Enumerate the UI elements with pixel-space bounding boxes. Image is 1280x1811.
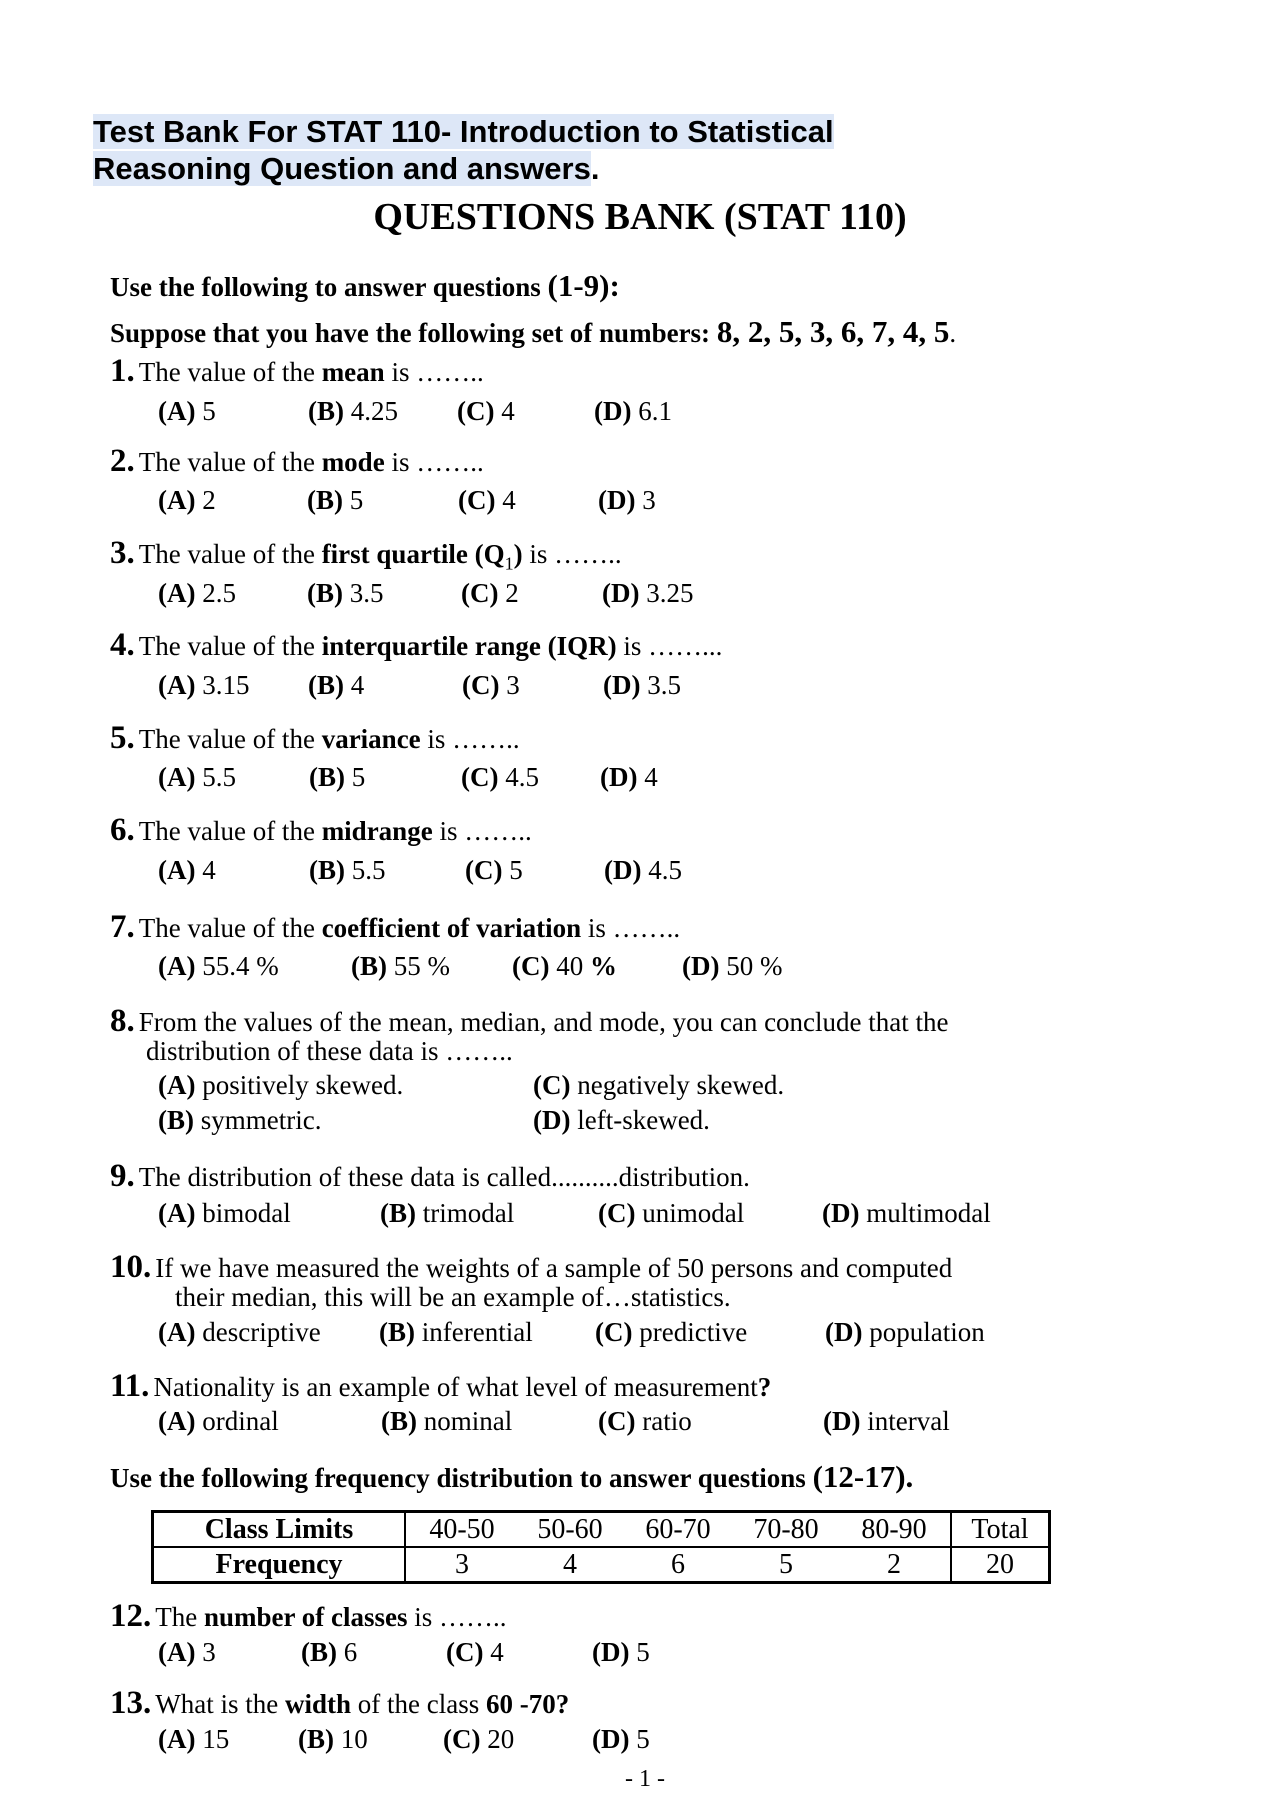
option-key: (A)	[158, 485, 196, 515]
option-value: ordinal	[195, 1406, 279, 1436]
question-number: 6.	[110, 812, 135, 848]
option-d	[604, 855, 682, 886]
option-c	[458, 485, 516, 516]
question-number: 11.	[110, 1368, 150, 1404]
option-a	[158, 762, 236, 793]
instruction-1-range: (1-9):	[547, 268, 620, 303]
option-c	[512, 951, 617, 982]
option-key: (D)	[602, 578, 640, 608]
option-value: 40	[549, 951, 590, 981]
option-key: (A)	[158, 396, 196, 426]
option-c	[598, 1406, 692, 1437]
option-key: (C)	[465, 855, 503, 885]
option-key: (C)	[595, 1317, 633, 1347]
table-cell: 5	[779, 1548, 793, 1580]
option-key: (D)	[822, 1198, 860, 1228]
option-key: (B)	[379, 1317, 415, 1347]
stem-text: Nationality is an example of what level of measurement	[153, 1372, 758, 1402]
option-key: (A)	[158, 951, 196, 981]
option-d	[598, 485, 656, 516]
stem-keyword: mode	[321, 447, 385, 477]
option-value: interval	[860, 1406, 950, 1436]
option-d	[682, 951, 782, 982]
instruction-3	[110, 1459, 913, 1495]
option-value: 5.5	[345, 855, 386, 885]
question-number: 1.	[110, 353, 135, 389]
question-10	[110, 1249, 952, 1286]
instruction-1-text: Use the following to answer questions	[110, 272, 548, 302]
option-value: 3	[195, 1637, 216, 1667]
option-a	[158, 1070, 403, 1101]
option-value: left-skewed.	[570, 1105, 710, 1135]
table-row-label: Class Limits	[153, 1512, 406, 1548]
option-value: nominal	[417, 1406, 513, 1436]
option-value: 4	[195, 855, 216, 885]
option-c	[446, 1637, 504, 1668]
option-key: (C)	[598, 1406, 636, 1436]
option-b	[158, 1105, 321, 1136]
option-value: inferential	[415, 1317, 533, 1347]
option-value: population	[862, 1317, 985, 1347]
title-line-2: Reasoning Question and answers	[93, 151, 591, 186]
option-key: (C)	[457, 396, 495, 426]
option-b	[351, 951, 450, 982]
page-number: - 1 -	[625, 1766, 665, 1792]
option-c	[461, 762, 539, 793]
table-row-label: Frequency	[153, 1547, 406, 1583]
stem-text: The value of the	[138, 913, 322, 943]
option-value: 15	[195, 1724, 230, 1754]
stem-keyword: 60 -70?	[485, 1689, 570, 1719]
option-a	[158, 396, 216, 427]
stem-text: is ……..	[420, 724, 520, 754]
option-b	[308, 396, 398, 427]
option-d	[533, 1105, 710, 1136]
option-key: (B)	[381, 1406, 417, 1436]
stem-text: The value of the	[138, 539, 322, 569]
option-a	[158, 855, 216, 886]
option-a	[158, 1724, 229, 1755]
option-b	[381, 1406, 512, 1437]
stem-keyword: midrange	[321, 816, 433, 846]
question-number: 5.	[110, 720, 135, 756]
option-c	[461, 578, 519, 609]
stem-text: From the values of the mean, median, and mode, you can conclude that the	[138, 1007, 949, 1037]
bank-title: QUESTIONS BANK (STAT 110)	[373, 196, 907, 238]
option-key: (D)	[592, 1724, 630, 1754]
option-value: 4.5	[641, 855, 682, 885]
stem-keyword: interquartile range (IQR)	[321, 631, 617, 661]
option-value: 2	[195, 485, 216, 515]
option-c	[457, 396, 515, 427]
question-number: 8.	[110, 1003, 135, 1039]
option-d	[823, 1406, 950, 1437]
option-key: (A)	[158, 670, 196, 700]
stem-text: The distribution of these data is called..........distribution.	[138, 1162, 750, 1192]
document-title	[93, 114, 834, 150]
option-value: 3	[635, 485, 656, 515]
title-line-1: Test Bank For STAT 110- Introduction to Statistical	[93, 114, 834, 149]
option-c	[595, 1317, 747, 1348]
option-value: 5	[345, 762, 366, 792]
stem-keyword: variance	[321, 724, 421, 754]
question-number: 12.	[110, 1598, 152, 1634]
option-value: 3.5	[343, 578, 384, 608]
option-key: (A)	[158, 1317, 196, 1347]
option-key: (A)	[158, 762, 196, 792]
option-key: (A)	[158, 1198, 196, 1228]
stem-text: The	[155, 1602, 204, 1632]
instruction-3-range: (12-17).	[812, 1459, 914, 1494]
stem-keyword: number of classes	[203, 1602, 408, 1632]
option-key: (D)	[594, 396, 632, 426]
option-b	[379, 1317, 533, 1348]
option-key: (B)	[307, 578, 343, 608]
option-value: negatively skewed.	[570, 1070, 785, 1100]
option-value: 2	[498, 578, 519, 608]
question-1	[110, 353, 484, 390]
option-c	[598, 1198, 744, 1229]
frequency-cells	[405, 1547, 951, 1583]
option-b	[308, 670, 364, 701]
option-a	[158, 485, 216, 516]
option-a	[158, 951, 279, 982]
stem-text: If we have measured the weights of a sample of 50 persons and computed	[155, 1253, 953, 1283]
table-total-label: Total	[951, 1512, 1050, 1548]
option-value: 4.25	[344, 396, 398, 426]
option-key: (A)	[158, 1724, 196, 1754]
option-value: 6.1	[631, 396, 672, 426]
option-key: (B)	[309, 762, 345, 792]
option-c	[533, 1070, 784, 1101]
option-value: ratio	[635, 1406, 692, 1436]
option-value: 2.5	[195, 578, 236, 608]
option-b	[309, 855, 386, 886]
stem-text: is ……..	[522, 539, 622, 569]
option-a	[158, 578, 236, 609]
option-a	[158, 1637, 216, 1668]
stem-text: What is the	[155, 1689, 285, 1719]
question-11	[110, 1368, 771, 1405]
option-b	[309, 762, 365, 793]
option-value: 3.5	[640, 670, 681, 700]
option-key: (C)	[461, 578, 499, 608]
option-c	[443, 1724, 514, 1755]
question-number: 2.	[110, 443, 135, 479]
option-key: (D)	[603, 670, 641, 700]
question-3	[110, 535, 622, 574]
option-key: (B)	[351, 951, 387, 981]
table-cell: 2	[887, 1548, 901, 1580]
instruction-2-end: .	[949, 318, 957, 348]
option-b	[380, 1198, 514, 1229]
question-number: 9.	[110, 1158, 135, 1194]
option-value: bimodal	[195, 1198, 291, 1228]
table-cell: 6	[671, 1548, 685, 1580]
table-cell: 80-90	[861, 1513, 927, 1545]
option-d	[822, 1198, 991, 1229]
option-d	[603, 670, 681, 701]
option-key: (D)	[598, 485, 636, 515]
option-percent: %	[589, 951, 617, 981]
stem-text: The value of the	[138, 447, 322, 477]
option-key: (C)	[512, 951, 550, 981]
question-12	[110, 1598, 507, 1635]
stem-text: of the class	[351, 1689, 486, 1719]
option-key: (C)	[458, 485, 496, 515]
question-4	[110, 627, 722, 664]
option-value: 4	[483, 1637, 504, 1667]
instruction-2-numbers: 8, 2, 5, 3, 6, 7, 4, 5	[716, 314, 950, 349]
frequency-table	[151, 1510, 1051, 1584]
option-key: (A)	[158, 1406, 196, 1436]
option-a	[158, 1317, 321, 1348]
stem-end: ?	[757, 1372, 772, 1402]
table-cell: 50-60	[537, 1513, 603, 1545]
option-value: 10	[334, 1724, 368, 1754]
question-8	[110, 1003, 949, 1040]
table-cell: 70-80	[753, 1513, 819, 1545]
option-d	[592, 1724, 650, 1755]
option-key: (C)	[533, 1070, 571, 1100]
option-key: (D)	[682, 951, 720, 981]
option-value: 55 %	[387, 951, 450, 981]
option-value: 3	[499, 670, 520, 700]
option-key: (C)	[461, 762, 499, 792]
stem-text: is ……...	[616, 631, 723, 661]
stem-keyword: width	[284, 1689, 351, 1719]
stem-text: is ……..	[384, 447, 484, 477]
option-key: (B)	[298, 1724, 334, 1754]
question-number: 7.	[110, 909, 135, 945]
table-cell: 40-50	[429, 1513, 495, 1545]
stem-keyword: first quartile (Q	[321, 539, 505, 569]
table-total-value: 20	[951, 1547, 1050, 1583]
option-a	[158, 1198, 291, 1229]
option-key: (C)	[443, 1724, 481, 1754]
option-a	[158, 670, 249, 701]
option-value: positively skewed.	[195, 1070, 404, 1100]
option-value: 50 %	[719, 951, 783, 981]
question-number: 3.	[110, 535, 135, 571]
option-key: (D)	[592, 1637, 630, 1667]
stem-text: The value of the	[138, 357, 322, 387]
option-key: (C)	[598, 1198, 636, 1228]
option-value: 4	[495, 485, 516, 515]
option-key: (B)	[308, 670, 344, 700]
option-value: 3.25	[639, 578, 694, 608]
option-key: (B)	[158, 1105, 194, 1135]
option-value: 20	[480, 1724, 515, 1754]
table-row	[153, 1547, 1050, 1583]
option-value: 5	[629, 1637, 650, 1667]
stem-text: is ……..	[432, 816, 532, 846]
option-key: (D)	[825, 1317, 863, 1347]
option-value: 4.5	[498, 762, 539, 792]
option-key: (B)	[309, 855, 345, 885]
option-d	[825, 1317, 985, 1348]
stem-subscript: 1	[504, 553, 514, 574]
option-b	[301, 1637, 357, 1668]
option-value: trimodal	[416, 1198, 515, 1228]
question-5	[110, 720, 520, 757]
question-9	[110, 1158, 750, 1195]
option-key: (B)	[380, 1198, 416, 1228]
question-number: 10.	[110, 1249, 152, 1285]
option-d	[592, 1637, 650, 1668]
stem-text: is ……..	[384, 357, 484, 387]
title-period: .	[590, 151, 600, 186]
option-d	[602, 578, 693, 609]
option-value: 5	[502, 855, 523, 885]
option-b	[307, 578, 384, 609]
option-value: 55.4 %	[195, 951, 279, 981]
question-6	[110, 812, 532, 849]
option-key: (A)	[158, 855, 196, 885]
option-key: (D)	[533, 1105, 571, 1135]
option-value: predictive	[632, 1317, 748, 1347]
option-value: 6	[337, 1637, 358, 1667]
instruction-2	[110, 314, 956, 350]
option-value: descriptive	[195, 1317, 321, 1347]
option-value: 4	[494, 396, 515, 426]
option-key: (C)	[462, 670, 500, 700]
option-value: 3.15	[195, 670, 250, 700]
stem-text: is ……..	[581, 913, 681, 943]
table-cell: 3	[455, 1548, 469, 1580]
question-10-line2: their median, this will be an example of…statistics.	[175, 1282, 731, 1312]
option-value: multimodal	[859, 1198, 991, 1228]
option-key: (B)	[308, 396, 344, 426]
option-value: 4	[344, 670, 365, 700]
option-value: 5	[343, 485, 364, 515]
question-number: 4.	[110, 627, 135, 663]
instruction-1	[110, 268, 620, 304]
class-limits-cells	[405, 1512, 951, 1548]
option-key: (D)	[823, 1406, 861, 1436]
question-8-line2: distribution of these data is ……..	[146, 1036, 513, 1066]
option-c	[462, 670, 520, 701]
stem-text: The value of the	[138, 724, 322, 754]
stem-keyword: )	[513, 539, 523, 569]
instruction-2-text: Suppose that you have the following set of numbers:	[110, 318, 717, 348]
option-value: 4	[637, 762, 658, 792]
option-a	[158, 1406, 279, 1437]
table-cell: 60-70	[645, 1513, 711, 1545]
document-title-line2	[93, 151, 599, 187]
question-13	[110, 1685, 569, 1722]
option-key: (D)	[600, 762, 638, 792]
table-row	[153, 1512, 1050, 1548]
option-key: (A)	[158, 1637, 196, 1667]
stem-text: is ……..	[407, 1602, 507, 1632]
table-cell: 4	[563, 1548, 577, 1580]
option-value: 5.5	[195, 762, 236, 792]
option-key: (A)	[158, 1070, 196, 1100]
option-value: symmetric.	[194, 1105, 322, 1135]
question-2	[110, 443, 484, 480]
option-value: unimodal	[635, 1198, 745, 1228]
stem-keyword: coefficient of variation	[321, 913, 582, 943]
option-key: (C)	[446, 1637, 484, 1667]
question-number: 13.	[110, 1685, 152, 1721]
option-key: (B)	[301, 1637, 337, 1667]
stem-text: The value of the	[138, 816, 322, 846]
instruction-3-text: Use the following frequency distribution to answer questions	[110, 1463, 813, 1493]
stem-keyword: mean	[321, 357, 385, 387]
stem-text: The value of the	[138, 631, 322, 661]
option-d	[594, 396, 672, 427]
option-d	[600, 762, 658, 793]
option-value: 5	[629, 1724, 650, 1754]
option-value: 5	[195, 396, 216, 426]
option-key: (B)	[307, 485, 343, 515]
option-b	[307, 485, 363, 516]
option-c	[465, 855, 523, 886]
option-key: (A)	[158, 578, 196, 608]
option-key: (D)	[604, 855, 642, 885]
option-b	[298, 1724, 368, 1755]
question-7	[110, 909, 680, 946]
